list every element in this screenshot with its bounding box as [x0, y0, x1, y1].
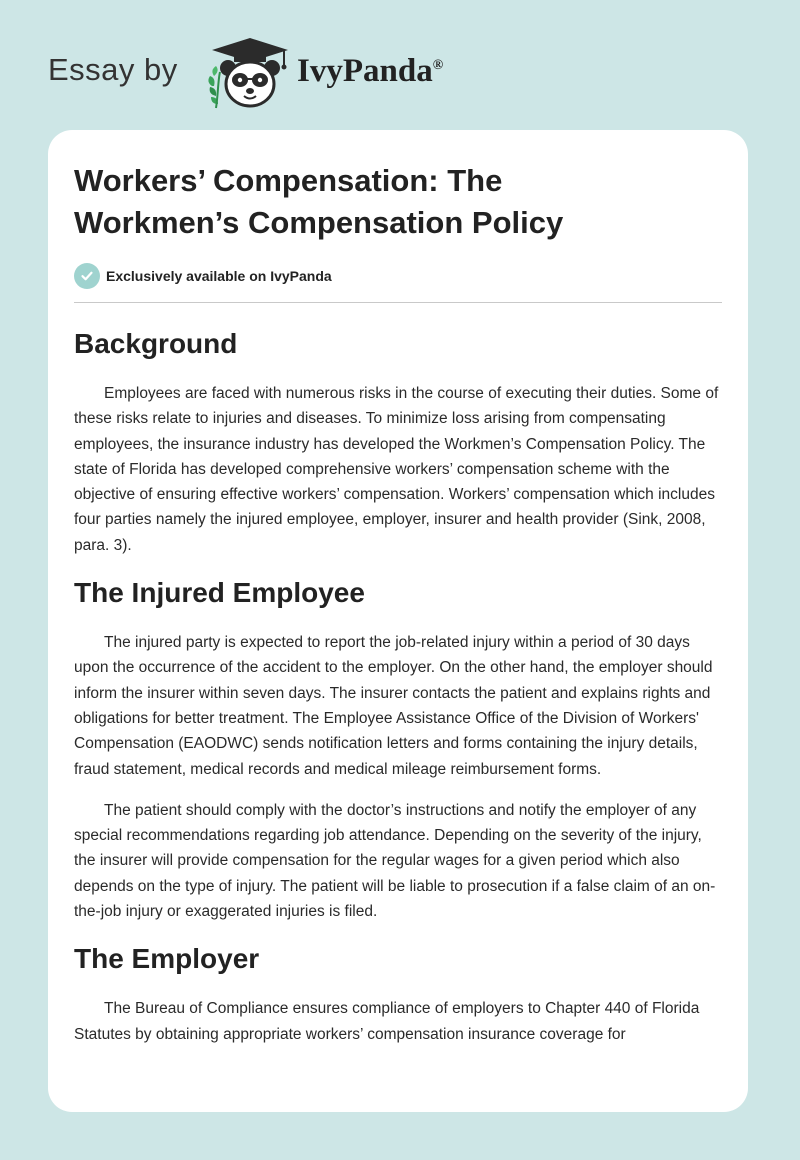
- brand-text: IvyPanda: [297, 53, 433, 89]
- essay-by-label: Essay by: [48, 52, 178, 87]
- site-header: [0, 0, 800, 130]
- panda-logo-icon[interactable]: [200, 36, 300, 110]
- section-heading-injured-employee: The Injured Employee: [74, 577, 365, 609]
- check-icon: [74, 263, 100, 289]
- section-heading-employer: The Employer: [74, 943, 260, 975]
- paragraph: Employees are faced with numerous risks in the course of executing their duties. Some of these risks relate to injuries and diseases. To minimize loss arising from compensating employees, the insurance industry has developed the Workmen’s Compensation Policy. The state of Florida has developed comprehensive workers’ compensation scheme with the objective of ensuring effective workers’ compensation. Workers’ compensation which includes four parties namely the injured employee, employer, insurer and health provider (Sink, 2008, para. 3).: [74, 385, 719, 554]
- section-heading-background: Background: [74, 328, 238, 359]
- article-card: [48, 130, 748, 1112]
- divider: [74, 302, 722, 303]
- exclusive-notice: [74, 262, 724, 290]
- article-content: [74, 160, 724, 1047]
- paragraph: The Bureau of Compliance ensures compliance of employers to Chapter 440 of Florida Statutes by obtaining appropriate workers’ compensation insurance coverage for: [74, 1000, 700, 1043]
- brand-name[interactable]: [297, 53, 443, 90]
- article-title: Workers’ Compensation: The Workmen’s Compensation Policy: [74, 163, 564, 240]
- exclusive-label: Exclusively available on IvyPanda: [106, 268, 332, 284]
- paragraph: The injured party is expected to report the job-related injury within a period of 30 days upon the occurrence of the accident to the employer. On the other hand, the employer should inform the insurer within seven days. The insurer contacts the patient and explains rights and obligations for better treatment. The Employee Assistance Office of the Division of Workers' Compensation (EAODWC) sends notification letters and forms containing the injury details, fraud statement, medical records and medical mileage reimbursement forms.: [74, 634, 713, 778]
- paragraph: The patient should comply with the doctor’s instructions and notify the employer of any special recommendations regarding job attendance. Depending on the severity of the injury, the insurer will provide compensation for the regular wages for a given period which also depends on the type of injury. The patient will be liable to prosecution if a false claim of an on-the-job injury or exaggerated injuries is filed.: [74, 801, 716, 921]
- registered-mark: ®: [432, 58, 444, 73]
